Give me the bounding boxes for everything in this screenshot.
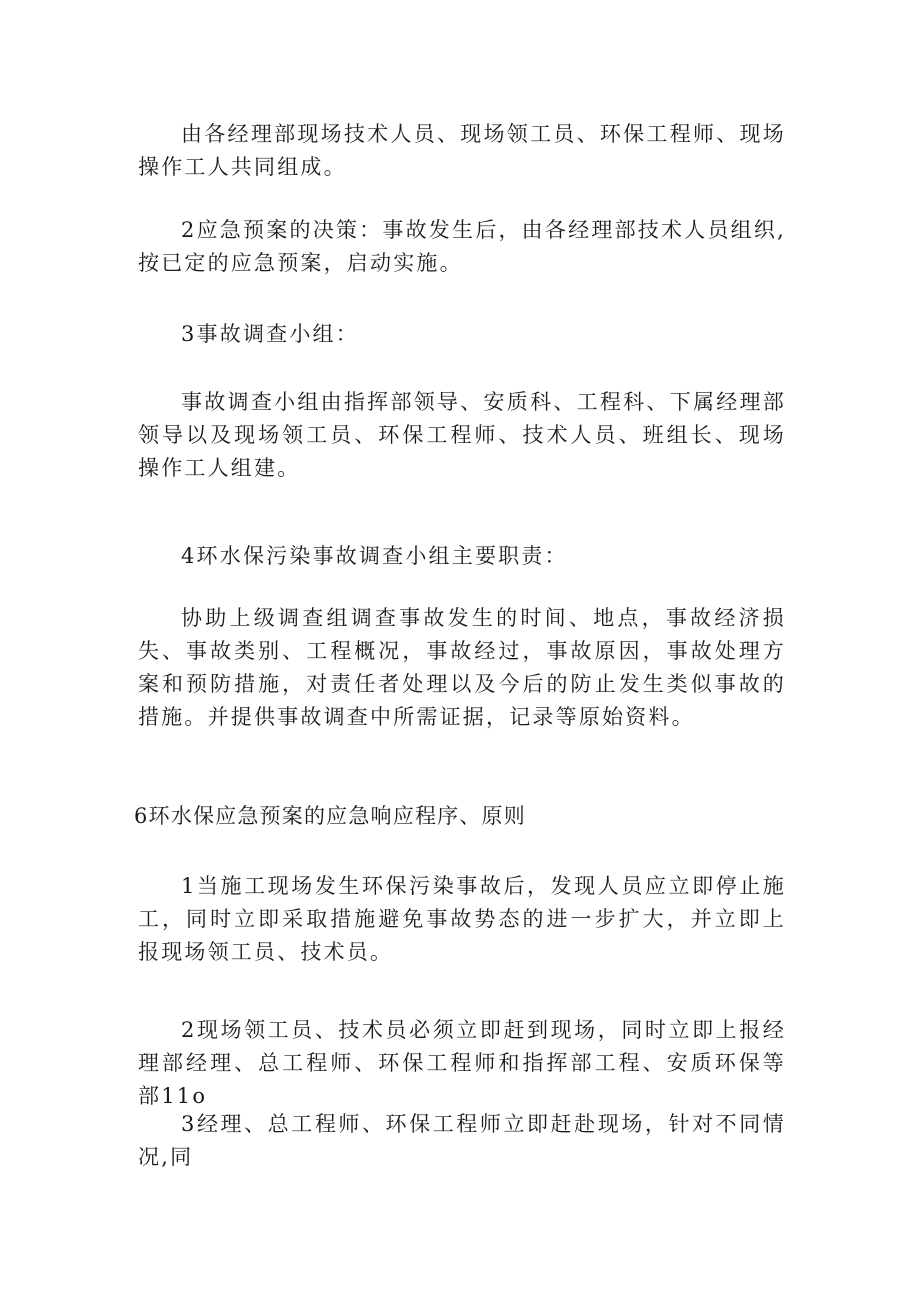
paragraph-response-step-1: 1当施工现场发生环保污染事故后，发现人员应立即停止施工，同时立即采取措施避免事故势态的进一步扩大，并立即上报现场领工员、技术员。	[138, 874, 786, 964]
paragraph-investigation-duties-heading: 4环水保污染事故调查小组主要职责：	[181, 544, 568, 568]
paragraph-response-step-3: 3经理、总工程师、环保工程师立即赶赴现场，针对不同情况,同	[138, 1112, 786, 1169]
section-heading-response-procedure: 6环水保应急预案的应急响应程序、原则	[134, 804, 526, 828]
paragraph-investigation-duties: 协助上级调查组调查事故发生的时间、地点，事故经济损失、事故类别、工程概况，事故经过，事故原因，事故处理方案和预防措施，对责任者处理以及今后的防止发生类似事故的措施。并提供事故调查中所需证据，记录等原始资料。	[138, 606, 786, 729]
paragraph-team-composition: 由各经理部现场技术人员、现场领工员、环保工程师、现场操作工人共同组成。	[138, 122, 786, 179]
paragraph-investigation-team-heading: 3事故调查小组：	[181, 322, 359, 346]
paragraph-investigation-team-members: 事故调查小组由指挥部领导、安质科、工程科、下属经理部领导以及现场领工员、环保工程师、技术人员、班组长、现场操作工人组建。	[138, 390, 786, 480]
paragraph-emergency-decision: 2应急预案的决策：事故发生后，由各经理部技术人员组织,按已定的应急预案，启动实施。	[138, 218, 786, 275]
paragraph-response-step-2: 2现场领工员、技术员必须立即赶到现场，同时立即上报经理部经理、总工程师、环保工程师和指挥部工程、安质环保等部11o	[138, 1018, 786, 1108]
